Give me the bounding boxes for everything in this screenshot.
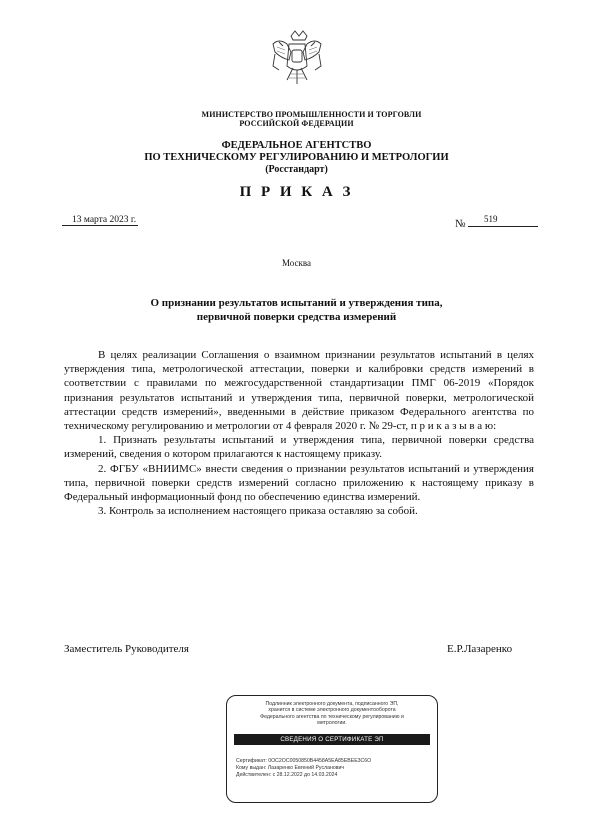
order-title — [0, 296, 593, 324]
stamp-notice — [235, 701, 429, 726]
document-type-heading: П Р И К А З — [239, 184, 354, 200]
number-sign: № — [455, 218, 466, 230]
order-number: 519 — [484, 214, 498, 224]
coat-of-arms-icon — [269, 30, 325, 92]
ministry-name — [0, 110, 593, 128]
stamp-notice-line-2: хранится в системе электронного документооборота — [268, 707, 396, 714]
ministry-line-2: РОССИЙСКОЙ ФЕДЕРАЦИИ — [239, 119, 354, 128]
order-body — [64, 348, 534, 518]
title-line-2: первичной поверки средства измерений — [196, 311, 397, 323]
ministry-line-1: МИНИСТЕРСТВО ПРОМЫШЛЕННОСТИ И ТОРГОВЛИ — [201, 110, 422, 119]
stamp-notice-line-3: Федерального агентства по техническому регулированию и — [260, 713, 404, 720]
signer-name: Е.Р.Лазаренко — [447, 643, 513, 655]
stamp-certificate-info — [236, 758, 430, 779]
body-paragraph-1: В целях реализации Соглашения о взаимном признании результатов испытаний в целях утверждения типа, метрологической аттестации, поверки и калибровки средств измерений в соответствии с правилами по межгосударственной стандартизации ПМГ 06-2019 «Порядок признания результатов испытаний и утверждения типа, первичной поверки, метрологической аттестации средств измерений», введенными в действие приказом Федерального агентства по техническому регулированию и метрологии от 4 февраля 2020 г. № 29-ст, п р и к а з ы в а ю: — [64, 349, 534, 433]
body-paragraph-4: 3. Контроль за исполнением настоящего приказа оставляю за собой. — [98, 505, 418, 518]
order-date: 13 марта 2023 г. — [62, 215, 138, 226]
stamp-notice-line-4: метрологии. — [317, 719, 347, 726]
title-line-1: О признании результатов испытаний и утверждения типа, — [150, 297, 443, 309]
stamp-certificate-validity: Действителен: с 28.12.2022 до 14.03.2024 — [236, 772, 338, 778]
stamp-certificate-header: СВЕДЕНИЯ О СЕРТИФИКАТЕ ЭП — [234, 734, 430, 745]
signer-position: Заместитель Руководителя — [64, 643, 189, 655]
body-paragraph-2: 1. Признать результаты испытаний и утверждения типа, первичной поверки средства измерений, сведения о котором прилагаются к настоящему приказу. — [64, 434, 534, 461]
agency-line-2: ПО ТЕХНИЧЕСКОМУ РЕГУЛИРОВАНИЮ И МЕТРОЛОГИИ — [144, 152, 449, 163]
city: Москва — [282, 258, 311, 268]
agency-line-3: (Росстандарт) — [265, 164, 328, 175]
stamp-certificate-number: Сертификат: 0ОС2ОС0050850В4458А5ЕА85ЕВЕЕ3С6О — [236, 758, 372, 764]
stamp-certificate-owner: Кому выдан: Лазаренко Евгений Русланович — [236, 765, 345, 771]
agency-name — [0, 140, 593, 176]
body-paragraph-3: 2. ФГБУ «ВНИИМС» внести сведения о признании результатов испытаний и утверждения типа, первичной поверки средств измерений согласно приложению к настоящему приказу в Федеральный информационный фонд по обеспечению единства измерений. — [64, 462, 534, 504]
agency-line-1: ФЕДЕРАЛЬНОЕ АГЕНТСТВО — [221, 140, 372, 151]
stamp-notice-line-1: Подлинник электронного документа, подписанного ЭП, — [265, 701, 399, 707]
electronic-signature-stamp — [226, 695, 438, 803]
number-underline — [468, 226, 538, 227]
